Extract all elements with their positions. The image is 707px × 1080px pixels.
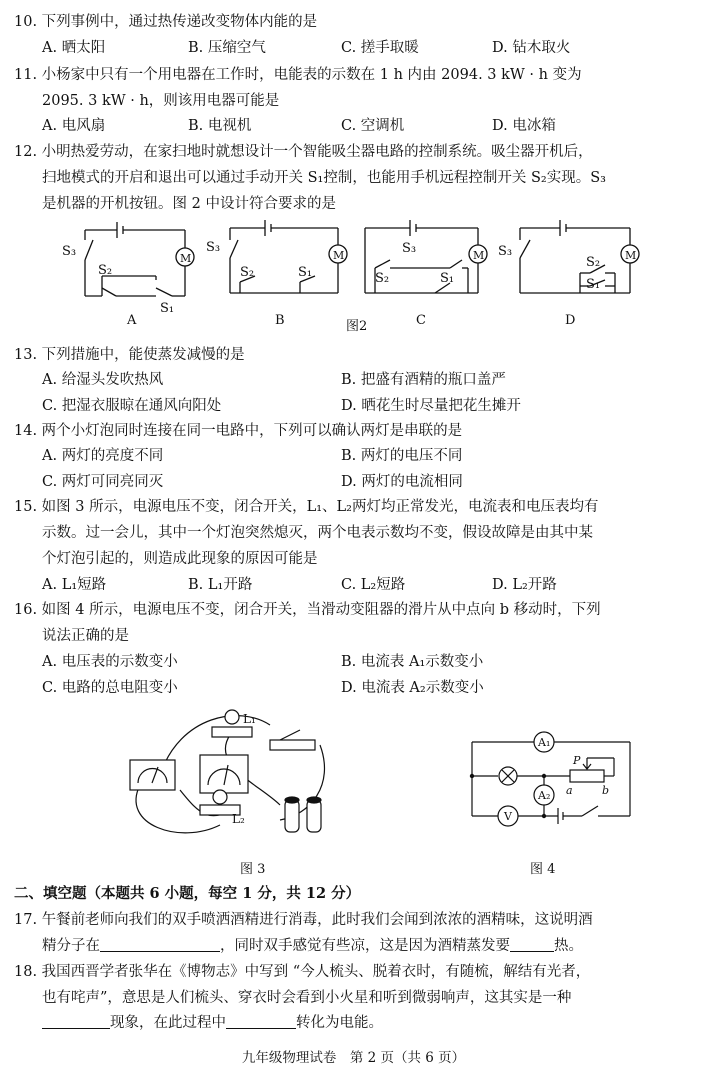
fig2b-s1: S₁ [298,265,313,280]
q13-option-c: C. 把湿衣服晾在通风向阳处 [42,398,222,414]
fig2a-s1: S₁ [160,301,175,316]
fig2c-s3: S₃ [402,241,417,256]
fig2b-s3: S₃ [206,240,221,255]
q11-option-c: C. 空调机 [341,118,405,134]
q15-option-a: A. L₁短路 [42,577,107,593]
fig2c-motor: M [473,249,485,262]
fig2-label-a: A [127,313,137,328]
q11-option-b: B. 电视机 [188,118,252,134]
q14-stem: 14. 两个小灯泡同时连接在同一电路中，下列可以确认两灯是串联的是 [14,423,463,439]
q16-line2: 说法正确的是 [42,628,129,644]
q11-line2: 2095. 3 kW · h，则该用电器可能是 [42,93,280,109]
q17-line2 [42,936,583,956]
fig2b-motor: M [333,249,345,262]
q17-text-c: 热。 [554,938,583,954]
fig2d-s2: S₂ [586,255,601,270]
q11-option-a: A. 电风扇 [42,118,106,134]
q18-blank-1[interactable] [42,1014,110,1029]
q14-option-c: C. 两灯可同亮同灭 [42,474,164,490]
figure-2-circuits [60,218,660,336]
q15-option-c: C. L₂短路 [341,577,406,593]
circuit-d [520,220,639,293]
fig2-label-d: D [565,313,576,328]
q16-line1: 16. 如图 4 所示，电源电压不变，闭合开关，当滑动变阻器的滑片从中点向 b 移动时，下列 [14,602,601,618]
fig4-caption: 图 4 [530,862,556,877]
q11-option-d: D. 电冰箱 [492,118,556,134]
q18-text-b: 现象，在此过程中 [110,1015,226,1031]
fig2d-s3: S₃ [498,244,513,259]
q12-line1: 12. 小明热爱劳动，在家扫地时就想设计一个智能吸尘器电路的控制系统。吸尘器开机后， [14,144,593,160]
q18-line3 [42,1013,383,1033]
q15-line1: 15. 如图 3 所示，电源电压不变，闭合开关，L₁、L₂两灯均正常发光，电流表和电压表均有 [14,499,599,515]
fig2c-s1: S₁ [440,271,455,286]
q15-option-d: D. L₂开路 [492,577,557,593]
q18-line1: 18. 我国西晋学者张华在《博物志》中写到 “今人梳头、脱着衣时，有随梳，解结有光者， [14,964,591,980]
q15-line2: 示数。过一会儿，其中一个灯泡突然熄灭，两个电表示数均不变，假设故障是由其中某 [42,525,593,541]
fig2a-s3: S₃ [62,244,77,259]
q16-option-a: A. 电压表的示数变小 [42,654,178,670]
fig4-b: b [602,784,610,797]
q14-option-b: B. 两灯的电压不同 [341,448,463,464]
q16-option-c: C. 电路的总电阻变小 [42,680,178,696]
fig2-label-c: C [416,313,426,328]
q17-blank-1[interactable] [100,937,220,952]
page-footer: 九年级物理试卷 第 2 页（共 6 页） [241,1050,466,1066]
figure-4-circuit [462,728,642,836]
section-2-title: 二、填空题（本题共 6 小题，每空 1 分，共 12 分） [14,885,361,902]
q14-option-d: D. 两灯的电流相同 [341,474,463,490]
q10-option-d: D. 钻木取火 [492,40,571,56]
fig2c-s2: S₂ [375,271,390,286]
fig4-p: P [573,754,581,767]
fig2-caption: 图2 [346,319,368,334]
circuit-a [85,222,194,296]
q13-option-b: B. 把盛有酒精的瓶口盖严 [341,372,506,388]
q17-text-a: 精分子在 [42,938,100,954]
fig2b-s2: S₂ [240,265,255,280]
q17-line1: 17. 午餐前老师向我们的双手喷洒酒精进行消毒，此时我们会闻到浓浓的酒精味，这说明酒 [14,912,593,928]
fig2a-s2: S₂ [98,263,113,278]
q10-option-a: A. 晒太阳 [42,40,106,56]
fig2-label-b: B [275,313,285,328]
fig3-l2: L₂ [232,812,245,826]
q17-text-b: ，同时双手感觉有些凉，这是因为酒精蒸发要 [220,938,510,954]
figure-3-apparatus [120,705,340,855]
fig4-a1: A₁ [538,736,551,749]
q18-line2: 也有咤声”，意思是人们梳头、穿衣时会看到小火星和听到微弱响声，这其实是一种 [42,990,572,1006]
q10-option-c: C. 搓手取暖 [341,40,419,56]
q10-option-b: B. 压缩空气 [188,40,266,56]
q18-text-d: 转化为电能。 [296,1015,383,1031]
q18-blank-2[interactable] [226,1014,296,1029]
q16-option-b: B. 电流表 A₁示数变小 [341,654,484,670]
fig2d-s1: S₁ [586,277,601,292]
q13-option-d: D. 晒花生时尽量把花生摊开 [341,398,521,414]
fig4-v: V [504,810,512,823]
q13-stem: 13. 下列措施中，能使蒸发减慢的是 [14,347,245,363]
circuit-b [230,220,347,293]
q13-option-a: A. 给湿头发吹热风 [42,372,164,388]
fig2d-motor: M [625,249,637,262]
q15-line3: 个灯泡引起的，则造成此现象的原因可能是 [42,551,318,567]
q12-line3: 是机器的开机按钮。图 2 中设计符合要求的是 [42,196,336,212]
q15-option-b: B. L₁开路 [188,577,253,593]
fig4-a: a [566,784,573,797]
fig3-caption: 图 3 [240,862,266,877]
q11-line1: 11. 小杨家中只有一个用电器在工作时，电能表的示数在 1 h 内由 2094. 3 kW · h 变为 [14,67,582,83]
q14-option-a: A. 两灯的亮度不同 [42,448,164,464]
q16-option-d: D. 电流表 A₂示数变小 [341,680,484,696]
q12-line2: 扫地模式的开启和退出可以通过手动开关 S₁控制，也能用手机远程控制开关 S₂实现。S₃ [42,170,606,186]
q17-blank-2[interactable] [510,937,554,952]
fig3-l1: L₁ [243,712,256,726]
fig4-a2: A₂ [538,789,551,802]
q10-stem: 10. 下列事例中，通过热传递改变物体内能的是 [14,14,318,30]
fig2a-motor: M [180,252,192,265]
